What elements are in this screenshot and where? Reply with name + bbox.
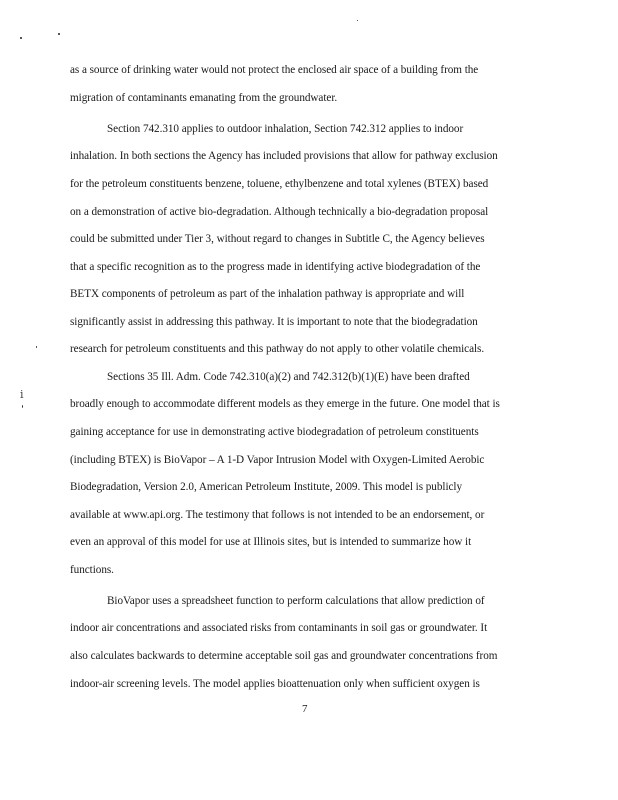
text-line: Section 742.310 applies to outdoor inhalation, Section 742.312 applies to indoor: [107, 123, 464, 135]
text-line: indoor-air screening levels. The model applies bioattenuation only when sufficient oxygen is: [70, 678, 480, 690]
text-line: as a source of drinking water would not protect the enclosed air space of a building from the: [70, 64, 479, 76]
text-line: could be submitted under Tier 3, without regard to changes in Subtitle C, the Agency believes: [70, 233, 485, 245]
scan-speck: [36, 346, 37, 348]
text-line: also calculates backwards to determine acceptable soil gas and groundwater concentrations from: [70, 650, 498, 662]
text-line: Biodegradation, Version 2.0, American Petroleum Institute, 2009. This model is publicly: [70, 481, 463, 493]
text-line: available at www.api.org. The testimony that follows is not intended to be an endorsement, or: [70, 509, 485, 521]
scan-speck: [58, 33, 60, 35]
text-line: even an approval of this model for use at Illinois sites, but is intended to summarize how it: [70, 536, 472, 548]
scan-speck: [20, 37, 22, 39]
text-line: Sections 35 Ill. Adm. Code 742.310(a)(2) and 742.312(b)(1)(E) have been drafted: [107, 371, 470, 383]
scan-speck: [22, 405, 23, 408]
page-number: 7: [302, 703, 308, 715]
text-line: (including BTEX) is BioVapor – A 1-D Vapor Intrusion Model with Oxygen-Limited Aerobic: [70, 454, 485, 466]
text-line: significantly assist in addressing this pathway. It is important to note that the biodegradation: [70, 316, 478, 328]
scan-speck: [357, 20, 358, 21]
text-line: indoor air concentrations and associated risks from contaminants in soil gas or groundwater. It: [70, 622, 488, 634]
text-line: functions.: [70, 564, 114, 576]
text-line: BioVapor uses a spreadsheet function to perform calculations that allow prediction of: [107, 595, 485, 607]
margin-mark: ⅰ: [20, 389, 24, 401]
text-line: for the petroleum constituents benzene, toluene, ethylbenzene and total xylenes (BTEX) based: [70, 178, 489, 190]
text-line: on a demonstration of active bio-degradation. Although technically a bio-degradation proposal: [70, 206, 489, 218]
text-line: research for petroleum constituents and this pathway do not apply to other volatile chemicals.: [70, 343, 485, 355]
text-line: that a specific recognition as to the progress made in identifying active biodegradation of the: [70, 261, 481, 273]
text-line: broadly enough to accommodate different models as they emerge in the future. One model that is: [70, 398, 500, 410]
text-line: gaining acceptance for use in demonstrating active biodegradation of petroleum constituents: [70, 426, 479, 438]
text-line: inhalation. In both sections the Agency has included provisions that allow for pathway exclusion: [70, 150, 498, 162]
text-line: BETX components of petroleum as part of the inhalation pathway is appropriate and will: [70, 288, 465, 300]
text-line: migration of contaminants emanating from the groundwater.: [70, 92, 338, 104]
